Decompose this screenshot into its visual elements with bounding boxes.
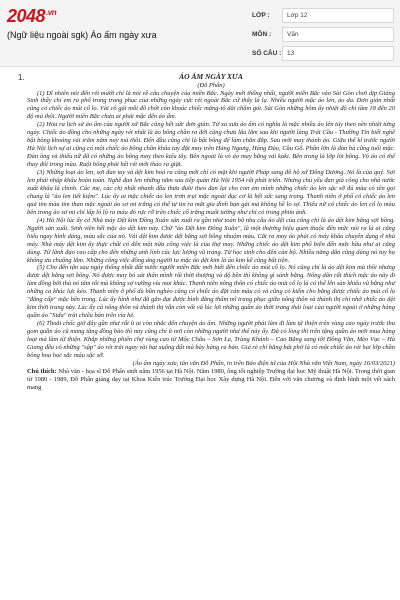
paragraph-3: (3) Những loại áo len, sợi đan tay và dệt kim hoá ra cũng mới chỉ có mặt khi người Pháp sang đô hộ xứ Đông Dương. Nó là của quý. Sợi len phải nhập khẩu hoàn toàn. Nghề đan len những năm sau tiếp quản Hà Nội 1954 rất phát triển. Nhưng chủ yếu đan giả công cho nhà nước xuất khẩu là chính. Các mẹ, các chị nhất nhanh đầu thưa đuôi theo đan lại cho con em mình những chiếc áo len sặc sỡ đủ màu có tên gọi chung là "áo len tiết kiệm". Lúc ấy ai mặc chiếc áo len trơn trụi mặc ngoài đục cơ là hết sức sang trọng. Thanh niên ở phố có chiếc áo len quả tim màu tím than mặc ngoài áo sơ mi trắng có thể tự tin ra mắt gia đình bạn gái mà không hề lo sợ. Thiếu nữ có chiếc áo len cổ lọ màu bên trong áo sơ mi chỉ lấp ló lộ ra màu đỏ rực rỡ trên chiếc cổ trắng muốt tướng như chỉ có trong phim ảnh. (27, 169, 395, 216)
paragraph-4: (4) Hà Nội lúc ấy có Nhà máy Dệt kim Đông Xuân sản xuất ra gần như toàn bộ nhu cầu áo dệt của công chỉ là áo dệt kim bằng sợi bông. Người sản xuất. Sinh viên hết mặc áo dệt kim này. Chữ "áo Dệt kim Đông Xuân", là một thương hiệu quen thuộc đến mức nói ra là ai cũng hiểu ngay hình dáng, màu sắc của nó. Vài dệt kim được dệt bằng sợi bông nhuộm màu. Cắt ra may áo phải có máy khâu chuyên dụng ở nhà máy. Nhà máy dệt kim ấy thực chất có đến một nửa công việc là của thợ may. Những chiếc áo dệt kim phổ biến đến mức hầu như ai cũng dùng. Từ lãnh đạo cao cấp cho đến những anh lính các lực lượng vũ trang. Từ học sinh cho đến cán bộ. Nhiều năng dân cũng dùng nó tuy họ không ưa chuộng lắm. Những công việc đồng áng người ta mặc áo dệt kim là áo kim kế cũng bất tiện. (27, 216, 395, 264)
question-number: 1. (18, 73, 25, 82)
page-subtitle: (Ngữ liệu ngoài sgk) Áo ấm ngày xưa (7, 30, 157, 40)
meta-row-grade (252, 7, 394, 24)
meta-label-grade: LỚP : (252, 12, 270, 19)
paragraph-2: (2) Hỏa ra lịch sử áo ấm của người xứ Bắc cũng hết sức đơn giản. Từ xa xưa áo ấm có nghĩa là mặc nhiều áo lên tủy theo nền nhiệt từng ngày. Chiếc áo đồng cho những ngày rét nhất là áo bông chần ra đời cũng chưa lâu lắm sau khi người làng Trát Cầu - Thường Tín biết nghề bật bông khoảng vài trăm năm nay mà thôi. Đến đầu cũng chỉ là bật bông để làm chăn đắp. Sau mới may thành áo. Giữa thế kỉ trước người Hà Nội lịch sự ai cũng có một chiếc áo bông chần khâu tay đặt may trên Hàng Ngang, Hàng Đào, Cầu Gỗ. Phần lớn là đàn bà cũng tuổi mặc. Đàn ông và thiếu nữ đã có những áo bông may theo kiểu tây. Bên ngoài là vỏ áo may bằng vải kaki. Bên trong là lớp lót bông. Vỏ áo có thể thay đổi trong mùa. Ruột bông phải hết rét mới tháo ra giặt. (27, 121, 395, 169)
meta-row-subject (252, 26, 394, 43)
page-header (0, 0, 400, 67)
meta-label-count: SỐ CÂU : (252, 50, 282, 57)
reading-passage (27, 73, 395, 392)
logo-suffix: .vn (46, 8, 57, 17)
meta-value-subject: Văn (282, 27, 394, 42)
meta-row-count (252, 45, 394, 62)
paragraph-6: (6) Thoắt chốc giờ đây gần như rất ít ai còn nhắc đến chuyện áo ấm. Những người phát làm đi làm từ thiện trên vùng cao ngày trước thu gom quần áo cũ mang tặng đồng bào thì nay cũng chỉ ít nơi còn những người như thế này ấy. Đã có lòng thì trên tặng quần áo mới mua hàng loạt mà làm từ thiện. Khắp những phiên chợ vùng cao từ Mộc Châu – Sơn La, Trùng Khánh – Cao Bằng sang tới Đồng Văn, Mèo Vạc – Hà Giang đều có những "sập" áo rét trải ngay vài bạt xuống đất mà bày hàng ra bán. Giá rẻ chỉ bằng bát phở là có một chiếc áo rét hai lớp chần bông hoa học sắc màu sặc sỡ. (27, 320, 395, 359)
passage-title: ÁO ẤM NGÀY XƯA (179, 72, 243, 81)
meta-panel (252, 7, 394, 64)
site-logo[interactable] (7, 6, 56, 27)
passage-source: (Áo ấm ngày xưa, tản văn Đỗ Phấn, in trên Báo điện tử của Hội Nhà văn Việt Nam, ngày 16/03/2021) (132, 359, 395, 367)
logo-text: 2048 (7, 6, 46, 26)
meta-value-count: 13 (282, 46, 394, 61)
passage-author: (Đỗ Phấn) (197, 81, 225, 89)
note-text: Nhà văn - họa sĩ Đỗ Phấn sinh năm 1956 tại Hà Nội. Năm 1980, ông tốt nghiệp Trường đại học Mỹ thuật Hà Nội. Trong thời gian từ 1980 - 1989, Đỗ Phấn giảng dạy tại Khoa Kiến trúc Trường Đại học Xây dựng Hà Nội. Đến với văn chương và định hình một vết sách mang (27, 367, 396, 391)
paragraph-1: (1) Dĩ nhiên nói đến rét mướt chỉ là nói về câu chuyện của miền Bắc. Ngày mới thống nhất, người miền Bắc vào Sài Gòn chơi dịp Giáng Sinh thấy chỉ em ra phố trong trang phục của những ngày cực rét ngoài Bắc cứ thấy là lạ. Nhiều người mặc áo len, áo da. Đơn giản nhất cũng có chiếc áo mút cổ lọ. Vài cô gái mỗi đồ chớt còn khoác chiếc măng-tô dài chấm gót. Sài Gòn những hôm ấy nhiệt độ chỉ tầm 18 đến 20 độ mà thôi. Người miền Bắc chưa ai phải mặc đến áo ấm. (27, 89, 395, 121)
paragraph-5: (5) Cho đến tận sau ngày thống nhất đất nước người miền Bắc mới biết đến chiếc áo mút cổ lọ. Nó cũng chỉ là áo dệt kim mà thôi nhưng được dệt bằng sợi bông. Nó được may bó sát thân mình rất thời thượng và độ bền thì không gì sánh bằng. Nông dân rất thích mặc áo này đi làm đồng bởi thà nó tăm tối mà không sợ vướng víu mọi khác. Thanh niên nông thôn có chiếc áo mút cổ lọ là có thể lên sàn khiêu vũ bằng như những ca khúc lực kéo. Thanh niên ở phố dù bần nghèo cũng có chiếc áo đặt cản màu có và cũng có kiếm cho bằng được chiếc áo mút cổ lọ "đẳng cấp" mặc bên trong. Lúc ấy hình như đã gắn đạt được bình đẳng thẩm mĩ trang phục giữa nông thôn và thành thị chỉ nhờ chiếc áo dệt kim thời trang này. Lúc ấy cả nông thôn và thành thị vẫn còn vất vả lúc lợi những quần áo thời trang thải loại của người ngoài ở những hàng quần áo "Sida" trải chiếu bán trên vỉa hè. (27, 264, 395, 320)
note-label: Chú thích: (27, 367, 57, 375)
meta-label-subject: MÔN : (252, 31, 272, 38)
author-note (27, 368, 395, 392)
meta-value-grade: Lớp 12 (282, 8, 394, 23)
